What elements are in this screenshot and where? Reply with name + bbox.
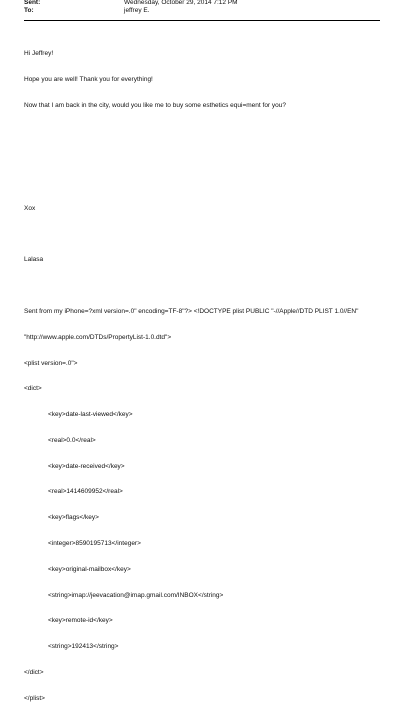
- signature: Lalasa: [24, 256, 44, 264]
- spacer: [24, 128, 358, 137]
- signoff: Xox: [24, 204, 36, 212]
- sent-row: [24, 0, 238, 7]
- header-divider: [24, 20, 380, 21]
- to-label: To:: [24, 7, 34, 14]
- spacer: [24, 179, 358, 188]
- body-line-2: Now that I am back in the city, would you like me to buy some esthetics equi=ment for you?: [24, 101, 286, 109]
- dict-open: <dict>: [24, 385, 42, 393]
- plist-entry: <string>imap://jeevacation@imap.gmail.com/INBOX</string>: [48, 591, 224, 599]
- dict-close: </dict>: [24, 668, 44, 676]
- spacer: [24, 282, 358, 291]
- sent-label: Sent:: [24, 0, 41, 6]
- plist-entry: <real>0.0</real>: [48, 436, 96, 444]
- body-line-1: Hope you are well! Thank you for everything!: [24, 75, 153, 83]
- plist-close: </plist>: [24, 694, 45, 702]
- email-body: [24, 33, 358, 712]
- plist-open: <plist version=.0">: [24, 359, 78, 367]
- greeting: Hi Jeffrey!: [24, 50, 54, 58]
- plist-entry: <integer>8590195713</integer>: [48, 540, 141, 548]
- plist-entry: <key>remote-id</key>: [48, 617, 113, 625]
- plist-entry: <real>1414609952</real>: [48, 488, 123, 496]
- plist-entry: <key>original-mailbox</key>: [48, 565, 131, 573]
- sent-from-line-1: Sent from my iPhone=?xml version=.0" encoding=TF-8"?> <!DOCTYPE plist PUBLIC "-//Apple//DTD PLIST 1.0//EN": [24, 308, 359, 315]
- sent-from-line-2: "http://www.apple.com/DTDs/PropertyList-1.0.dtd">: [24, 333, 172, 341]
- to-value: jeffrey E.: [124, 7, 150, 14]
- plist-entry: <key>flags</key>: [48, 514, 99, 522]
- spacer: [24, 231, 358, 240]
- spacer: [24, 153, 358, 162]
- plist-entry: <key>date-received</key>: [48, 462, 125, 470]
- plist-entry: <string>192413</string>: [48, 643, 119, 651]
- sent-value: Wednesday, October 29, 2014 7:12 PM: [124, 0, 238, 6]
- plist-entry: <key>date-last-viewed</key>: [48, 411, 133, 419]
- to-row: [24, 7, 150, 15]
